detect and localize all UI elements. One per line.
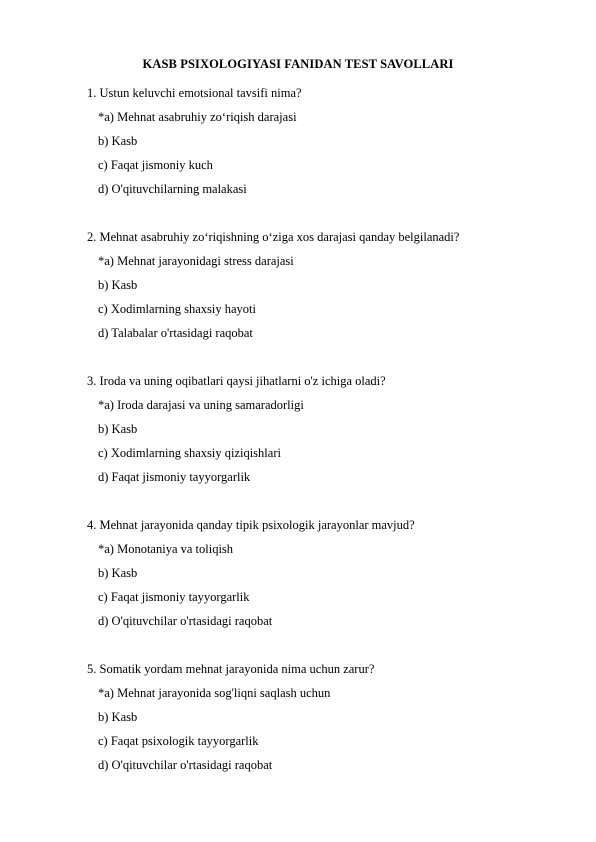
option-d: d) O'qituvchilar o'rtasidagi raqobat — [98, 758, 273, 772]
question-list — [87, 81, 567, 801]
question-text: 4. Mehnat jarayonida qanday tipik psixologik jarayonlar mavjud? — [87, 518, 415, 532]
question-1 — [87, 81, 567, 201]
option-a: *a) Mehnat jarayonida sog'liqni saqlash uchun — [98, 686, 331, 700]
option-a: *a) Monotaniya va toliqish — [98, 542, 234, 556]
page-title: KASB PSIXOLOGIYASI FANIDAN TEST SAVOLLARI — [142, 57, 454, 71]
option-c: c) Faqat jismoniy tayyorgarlik — [98, 590, 250, 604]
option-d: d) Faqat jismoniy tayyorgarlik — [98, 470, 251, 484]
question-text: 1. Ustun keluvchi emotsional tavsifi nima? — [87, 86, 302, 100]
question-text: 3. Iroda va uning oqibatlari qaysi jihatlarni o'z ichiga oladi? — [87, 374, 386, 388]
option-d: d) Talabalar o'rtasidagi raqobat — [98, 326, 253, 340]
question-5 — [87, 657, 567, 777]
option-b: b) Kasb — [98, 134, 138, 148]
option-d: d) O'qituvchilarning malakasi — [98, 182, 247, 196]
option-b: b) Kasb — [98, 278, 138, 292]
option-c: c) Faqat psixologik tayyorgarlik — [98, 734, 259, 748]
question-2 — [87, 225, 567, 345]
option-a: *a) Iroda darajasi va uning samaradorligi — [98, 398, 304, 412]
option-d: d) O'qituvchilar o'rtasidagi raqobat — [98, 614, 273, 628]
question-3 — [87, 369, 567, 489]
question-text: 5. Somatik yordam mehnat jarayonida nima uchun zarur? — [87, 662, 375, 676]
option-b: b) Kasb — [98, 710, 138, 724]
option-b: b) Kasb — [98, 566, 138, 580]
question-4 — [87, 513, 567, 633]
option-c: c) Xodimlarning shaxsiy qiziqishlari — [98, 446, 281, 460]
option-a: *a) Mehnat asabruhiy zo‘riqish darajasi — [98, 110, 297, 124]
option-c: c) Faqat jismoniy kuch — [98, 158, 213, 172]
option-b: b) Kasb — [98, 422, 138, 436]
question-text: 2. Mehnat asabruhiy zo‘riqishning o‘ziga xos darajasi qanday belgilanadi? — [87, 230, 460, 244]
option-c: c) Xodimlarning shaxsiy hayoti — [98, 302, 256, 316]
option-a: *a) Mehnat jarayonidagi stress darajasi — [98, 254, 294, 268]
